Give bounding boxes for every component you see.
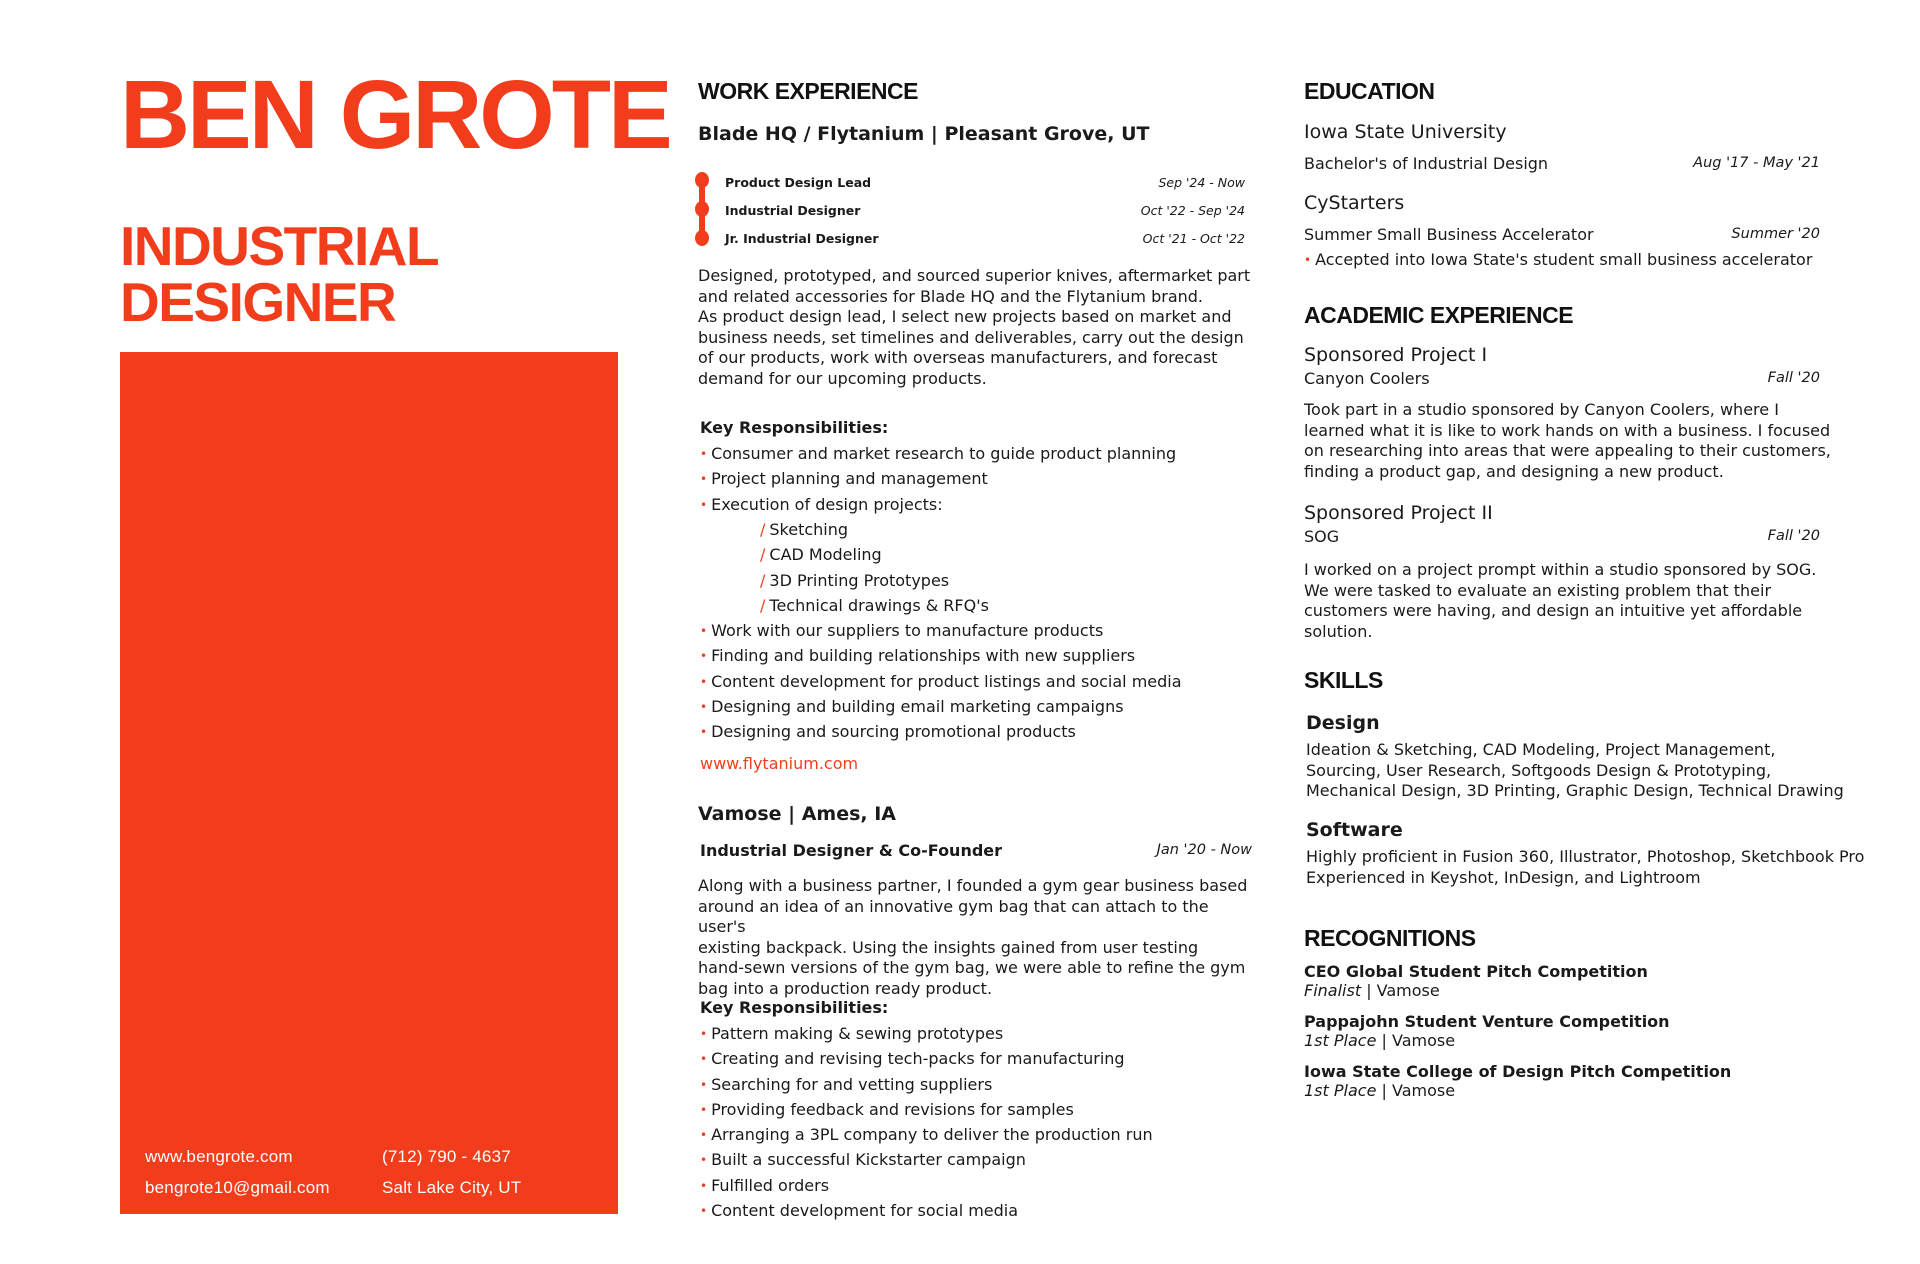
slash-mark: / bbox=[760, 595, 766, 615]
role-row bbox=[725, 231, 1245, 251]
list-item: • Fulfilled orders bbox=[700, 1175, 830, 1195]
job2-role: Industrial Designer & Co-Founder bbox=[700, 841, 1003, 860]
bullet-dot: • bbox=[1304, 253, 1312, 267]
recognition-result: 1st Place | Vamose bbox=[1304, 1081, 1456, 1100]
recognition-title: Pappajohn Student Venture Competition bbox=[1304, 1012, 1670, 1031]
description-line: solution. bbox=[1304, 621, 1373, 641]
slash-mark: / bbox=[760, 545, 766, 565]
list-item: • Built a successful Kickstarter campaign bbox=[700, 1150, 1026, 1170]
list-item: • Arranging a 3PL company to deliver the production run bbox=[700, 1125, 1153, 1145]
project-sponsor: SOG bbox=[1304, 527, 1340, 546]
role-dates: Oct '21 - Oct '22 bbox=[1142, 231, 1245, 246]
bullet-dot: • bbox=[700, 1204, 708, 1219]
role-title: Jr. Industrial Designer bbox=[725, 231, 879, 246]
recognition-item bbox=[1304, 962, 1648, 1000]
project-title: Sponsored Project I bbox=[1304, 344, 1488, 366]
list-item: • Execution of design projects: bbox=[700, 494, 943, 514]
bullet-dot: • bbox=[700, 447, 708, 461]
job1-sub-items bbox=[760, 517, 989, 618]
bullet-dot: • bbox=[700, 497, 708, 512]
academic-heading: ACADEMIC EXPERIENCE bbox=[1304, 302, 1574, 328]
project-sponsor: Canyon Coolers bbox=[1304, 369, 1430, 388]
job2-bullets bbox=[700, 1021, 1153, 1223]
description-line: bag into a production ready product. bbox=[698, 978, 993, 998]
skills-line: Experienced in Keyshot, InDesign, and Lightroom bbox=[1306, 867, 1701, 887]
list-item: • Providing feedback and revisions for samples bbox=[700, 1099, 1074, 1119]
list-item: • Searching for and vetting suppliers bbox=[700, 1074, 993, 1094]
role-dates: Oct '22 - Sep '24 bbox=[1140, 203, 1245, 218]
bullet-dot: • bbox=[700, 472, 708, 487]
description-line: hand-sewn versions of the gym bag, we were able to refine the gym bbox=[698, 958, 1246, 977]
role-line-1: INDUSTRIAL bbox=[120, 215, 439, 277]
job1-key-label: Key Responsibilities: bbox=[700, 418, 889, 437]
job1-company: Blade HQ / Flytanium | Pleasant Grove, UT bbox=[698, 123, 1150, 145]
bullet-dot: • bbox=[700, 1102, 708, 1117]
description-line: I worked on a project prompt within a studio sponsored by SOG. bbox=[1304, 560, 1817, 579]
timeline-dot bbox=[695, 172, 709, 188]
bullet-dot: • bbox=[700, 1027, 708, 1041]
bullet-dot: • bbox=[700, 649, 708, 664]
list-item: • Designing and building email marketing campaigns bbox=[700, 696, 1124, 716]
job1-bullets-a bbox=[700, 441, 1176, 517]
recognitions-heading: RECOGNITIONS bbox=[1304, 925, 1476, 951]
job2-key-label: Key Responsibilities: bbox=[700, 998, 889, 1017]
bullet-dot: • bbox=[700, 1178, 708, 1193]
role-title: Product Design Lead bbox=[725, 175, 872, 190]
recognition-title: CEO Global Student Pitch Competition bbox=[1304, 962, 1648, 981]
accent-panel bbox=[120, 352, 618, 1214]
contact-location: Salt Lake City, UT bbox=[382, 1178, 522, 1197]
job2-role-row bbox=[700, 841, 1252, 863]
sub-item: / Sketching bbox=[760, 520, 849, 539]
bullet-dot: • bbox=[700, 699, 708, 714]
description-line: finding a product gap, and designing a new product. bbox=[1304, 461, 1724, 481]
list-item: • Work with our suppliers to manufacture products bbox=[700, 621, 1104, 640]
list-item: • Finding and building relationships with new suppliers bbox=[700, 646, 1136, 666]
job1-bullets-b bbox=[700, 618, 1182, 744]
recognition-item bbox=[1304, 1012, 1670, 1050]
flytanium-link[interactable]: www.flytanium.com bbox=[700, 754, 859, 773]
edu-row bbox=[1304, 154, 1820, 173]
project-row bbox=[1304, 527, 1820, 546]
bullet-dot: • bbox=[700, 1077, 708, 1092]
role-dates: Sep '24 - Now bbox=[1158, 175, 1245, 190]
project-description bbox=[1304, 560, 1844, 642]
bullet-dot: • bbox=[700, 624, 708, 638]
description-line: learned what it is like to work hands on with a business. I focused bbox=[1304, 420, 1831, 440]
description-line: and related accessories for Blade HQ and the Flytanium brand. bbox=[698, 286, 1204, 306]
recognition-item bbox=[1304, 1062, 1731, 1100]
skills-software-label: Software bbox=[1306, 819, 1403, 841]
edu-school: CyStarters bbox=[1304, 192, 1405, 214]
timeline-dot bbox=[695, 201, 709, 217]
resume-role bbox=[120, 215, 439, 333]
edu-program: Bachelor's of Industrial Design bbox=[1304, 154, 1549, 173]
skills-software-list bbox=[1306, 847, 1886, 888]
description-line: We were tasked to evaluate an existing problem that their bbox=[1304, 580, 1772, 600]
job2-dates: Jan '20 - Now bbox=[1156, 842, 1252, 858]
edu-row bbox=[1304, 225, 1820, 244]
list-item: • Project planning and management bbox=[700, 469, 988, 489]
skills-heading: SKILLS bbox=[1304, 667, 1383, 693]
job1-description bbox=[698, 266, 1258, 389]
edu-note: • Accepted into Iowa State's student small business accelerator bbox=[1304, 250, 1813, 269]
description-line: Took part in a studio sponsored by Canyon Coolers, where I bbox=[1304, 400, 1779, 419]
bullet-dot: • bbox=[700, 674, 708, 689]
edu-program: Summer Small Business Accelerator bbox=[1304, 225, 1594, 244]
project-description bbox=[1304, 400, 1844, 482]
description-line: Along with a business partner, I founded a gym gear business based bbox=[698, 876, 1248, 895]
list-item: • Consumer and market research to guide product planning bbox=[700, 444, 1177, 463]
sub-item: / Technical drawings & RFQ's bbox=[760, 595, 989, 615]
sub-item: / CAD Modeling bbox=[760, 545, 882, 565]
recognition-title: Iowa State College of Design Pitch Competition bbox=[1304, 1062, 1732, 1081]
job2-description bbox=[698, 876, 1258, 999]
slash-mark: / bbox=[760, 570, 766, 590]
description-line: demand for our upcoming products. bbox=[698, 368, 987, 388]
description-line: around an idea of an innovative gym bag that can attach to the user's bbox=[698, 896, 1209, 936]
bullet-dot: • bbox=[700, 1052, 708, 1067]
list-item: • Pattern making & sewing prototypes bbox=[700, 1024, 1004, 1043]
edu-dates: Aug '17 - May '21 bbox=[1693, 155, 1820, 171]
skills-line: Sourcing, User Research, Softgoods Design & Prototyping, bbox=[1306, 760, 1772, 780]
description-line: of our products, work with overseas manufacturers, and forecast bbox=[698, 348, 1218, 367]
contact-email[interactable]: bengrote10@gmail.com bbox=[145, 1178, 330, 1197]
skills-line: Highly proficient in Fusion 360, Illustrator, Photoshop, Sketchbook Pro bbox=[1306, 847, 1865, 866]
recognition-result: 1st Place | Vamose bbox=[1304, 1031, 1456, 1050]
job2-company: Vamose | Ames, IA bbox=[698, 803, 897, 825]
role-line-2: DESIGNER bbox=[120, 271, 396, 333]
skills-design-label: Design bbox=[1306, 712, 1380, 734]
sub-item: / 3D Printing Prototypes bbox=[760, 570, 950, 590]
work-heading: WORK EXPERIENCE bbox=[698, 78, 918, 104]
role-row bbox=[725, 175, 1245, 195]
edu-dates: Summer '20 bbox=[1731, 226, 1820, 242]
resume-name: BEN GROTE bbox=[120, 60, 670, 169]
description-line: business needs, set timelines and deliverables, carry out the design bbox=[698, 327, 1244, 347]
description-line: customers were having, and design an intuitive yet affordable bbox=[1304, 601, 1803, 620]
description-line: Designed, prototyped, and sourced superior knives, aftermarket part bbox=[698, 266, 1251, 285]
skills-design-list bbox=[1306, 740, 1866, 802]
skills-line: Ideation & Sketching, CAD Modeling, Project Management, bbox=[1306, 740, 1776, 759]
role-title: Industrial Designer bbox=[725, 203, 861, 218]
edu-school: Iowa State University bbox=[1304, 121, 1507, 143]
slash-mark: / bbox=[760, 520, 766, 539]
list-item: • Creating and revising tech-packs for manufacturing bbox=[700, 1049, 1125, 1069]
list-item: • Content development for social media bbox=[700, 1201, 1019, 1221]
bullet-dot: • bbox=[700, 725, 708, 740]
contact-website[interactable]: www.bengrote.com bbox=[145, 1147, 293, 1166]
project-title: Sponsored Project II bbox=[1304, 502, 1493, 524]
description-line: existing backpack. Using the insights gained from user testing bbox=[698, 937, 1199, 957]
recognition-result: Finalist | Vamose bbox=[1304, 981, 1440, 1000]
project-row bbox=[1304, 369, 1820, 388]
role-row bbox=[725, 203, 1245, 223]
bullet-dot: • bbox=[700, 1153, 708, 1168]
description-line: on researching into areas that were appealing to their customers, bbox=[1304, 441, 1831, 460]
list-item: • Content development for product listings and social media bbox=[700, 671, 1182, 691]
project-dates: Fall '20 bbox=[1767, 370, 1820, 386]
skills-line: Mechanical Design, 3D Printing, Graphic Design, Technical Drawing bbox=[1306, 781, 1844, 800]
timeline-dot bbox=[695, 230, 709, 246]
project-dates: Fall '20 bbox=[1767, 528, 1820, 544]
description-line: As product design lead, I select new projects based on market and bbox=[698, 307, 1232, 326]
role-timeline bbox=[695, 172, 709, 250]
bullet-dot: • bbox=[700, 1128, 708, 1143]
list-item: • Designing and sourcing promotional products bbox=[700, 722, 1076, 742]
education-heading: EDUCATION bbox=[1304, 78, 1435, 104]
contact-phone: (712) 790 - 4637 bbox=[382, 1147, 511, 1166]
